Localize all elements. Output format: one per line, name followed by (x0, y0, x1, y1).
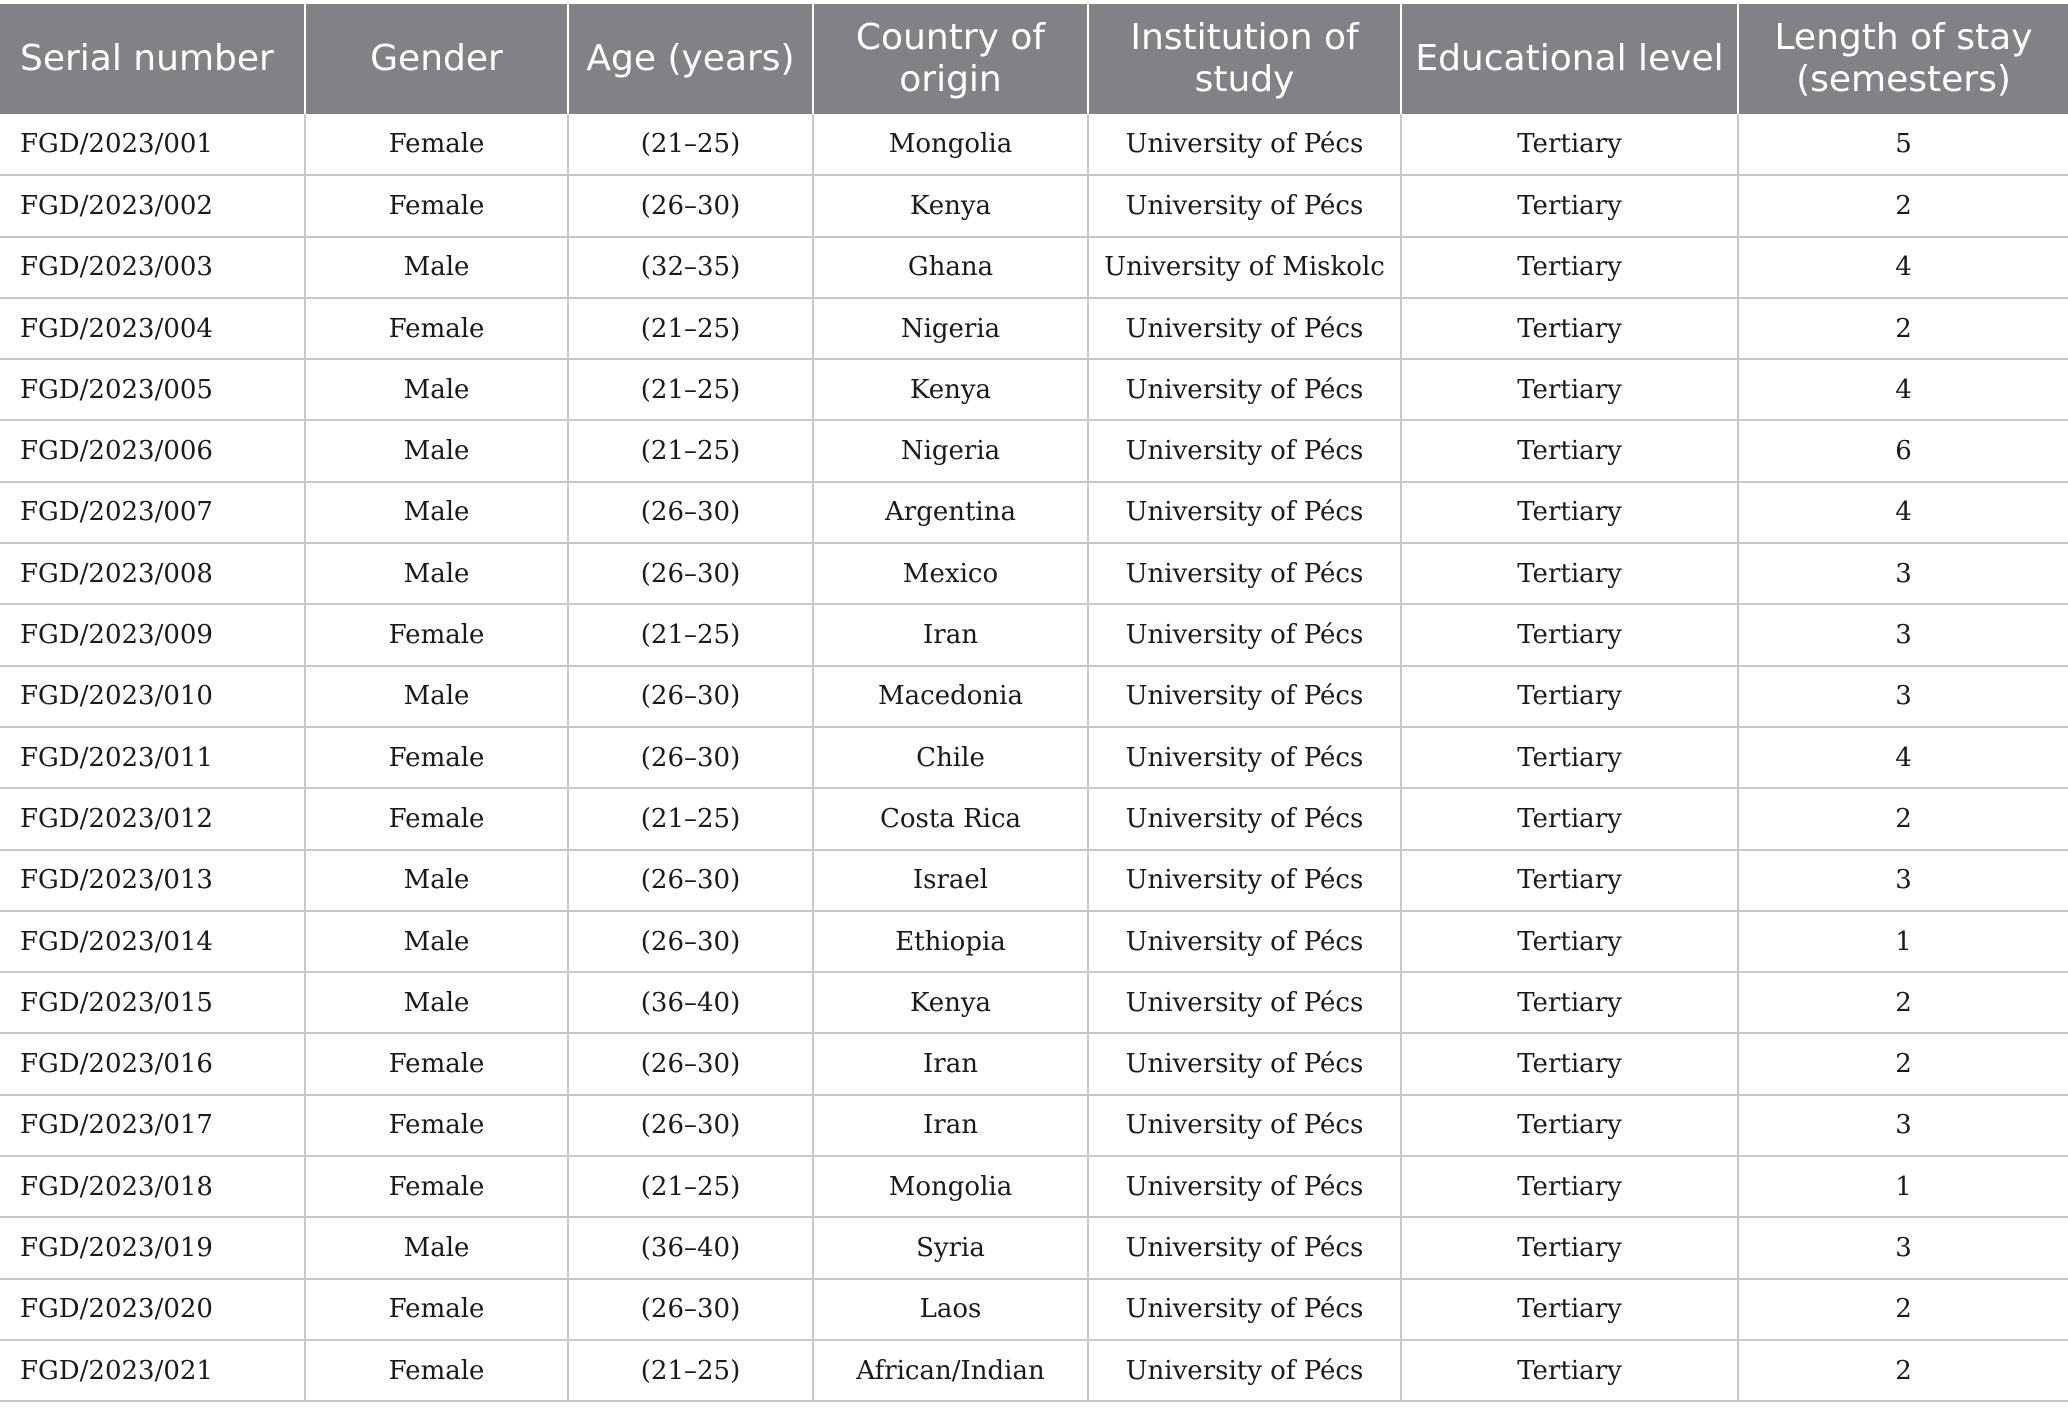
cell-institution: University of Pécs (1088, 420, 1401, 481)
table-row (0, 114, 2068, 175)
cell-age: (26–30) (568, 1279, 813, 1340)
table-row (0, 359, 2068, 420)
cell-institution: University of Pécs (1088, 114, 1401, 175)
cell-serial-number: FGD/2023/020 (0, 1279, 305, 1340)
cell-serial-number: FGD/2023/005 (0, 359, 305, 420)
table-row (0, 543, 2068, 604)
table-row (0, 1156, 2068, 1217)
table-header (0, 4, 2068, 114)
cell-education-level: Tertiary (1401, 911, 1738, 972)
cell-education-level: Tertiary (1401, 543, 1738, 604)
participant-table (0, 4, 2068, 1402)
cell-country: Ghana (813, 237, 1088, 298)
cell-education-level: Tertiary (1401, 1217, 1738, 1278)
cell-age: (21–25) (568, 298, 813, 359)
column-header-education-level: Educational level (1401, 4, 1738, 114)
cell-serial-number: FGD/2023/009 (0, 604, 305, 665)
cell-length-of-stay: 1 (1738, 1156, 2068, 1217)
column-header-age: Age (years) (568, 4, 813, 114)
cell-age: (26–30) (568, 666, 813, 727)
cell-institution: University of Pécs (1088, 482, 1401, 543)
cell-gender: Female (305, 788, 568, 849)
cell-serial-number: FGD/2023/014 (0, 911, 305, 972)
cell-serial-number: FGD/2023/012 (0, 788, 305, 849)
cell-length-of-stay: 2 (1738, 1279, 2068, 1340)
cell-gender: Female (305, 1095, 568, 1156)
cell-serial-number: FGD/2023/007 (0, 482, 305, 543)
cell-country: Iran (813, 1095, 1088, 1156)
cell-length-of-stay: 4 (1738, 359, 2068, 420)
cell-institution: University of Pécs (1088, 788, 1401, 849)
table-row (0, 1095, 2068, 1156)
cell-institution: University of Pécs (1088, 666, 1401, 727)
cell-education-level: Tertiary (1401, 114, 1738, 175)
cell-education-level: Tertiary (1401, 237, 1738, 298)
cell-country: Costa Rica (813, 788, 1088, 849)
cell-education-level: Tertiary (1401, 666, 1738, 727)
table-row (0, 1033, 2068, 1094)
cell-institution: University of Pécs (1088, 359, 1401, 420)
cell-education-level: Tertiary (1401, 1279, 1738, 1340)
cell-institution: University of Pécs (1088, 911, 1401, 972)
cell-age: (26–30) (568, 850, 813, 911)
cell-country: Mexico (813, 543, 1088, 604)
cell-length-of-stay: 3 (1738, 543, 2068, 604)
cell-country: Laos (813, 1279, 1088, 1340)
cell-age: (26–30) (568, 1095, 813, 1156)
cell-serial-number: FGD/2023/002 (0, 175, 305, 236)
cell-age: (26–30) (568, 543, 813, 604)
cell-education-level: Tertiary (1401, 359, 1738, 420)
column-header-length-of-stay: Length of stay (semesters) (1738, 4, 2068, 114)
table-row (0, 972, 2068, 1033)
column-header-country: Country of origin (813, 4, 1088, 114)
table-row (0, 727, 2068, 788)
cell-serial-number: FGD/2023/015 (0, 972, 305, 1033)
cell-length-of-stay: 2 (1738, 1033, 2068, 1094)
cell-country: Iran (813, 604, 1088, 665)
cell-institution: University of Pécs (1088, 1156, 1401, 1217)
cell-institution: University of Pécs (1088, 1217, 1401, 1278)
table-row (0, 298, 2068, 359)
cell-length-of-stay: 3 (1738, 666, 2068, 727)
cell-length-of-stay: 6 (1738, 420, 2068, 481)
cell-serial-number: FGD/2023/003 (0, 237, 305, 298)
cell-country: Chile (813, 727, 1088, 788)
cell-gender: Female (305, 175, 568, 236)
cell-length-of-stay: 5 (1738, 114, 2068, 175)
cell-gender: Male (305, 972, 568, 1033)
cell-age: (36–40) (568, 1217, 813, 1278)
table-row (0, 482, 2068, 543)
cell-education-level: Tertiary (1401, 727, 1738, 788)
cell-country: Nigeria (813, 420, 1088, 481)
cell-country: Syria (813, 1217, 1088, 1278)
cell-education-level: Tertiary (1401, 604, 1738, 665)
cell-serial-number: FGD/2023/019 (0, 1217, 305, 1278)
cell-education-level: Tertiary (1401, 850, 1738, 911)
cell-institution: University of Pécs (1088, 727, 1401, 788)
cell-serial-number: FGD/2023/006 (0, 420, 305, 481)
cell-serial-number: FGD/2023/013 (0, 850, 305, 911)
cell-institution: University of Pécs (1088, 1033, 1401, 1094)
cell-education-level: Tertiary (1401, 1095, 1738, 1156)
cell-education-level: Tertiary (1401, 298, 1738, 359)
cell-serial-number: FGD/2023/018 (0, 1156, 305, 1217)
cell-serial-number: FGD/2023/004 (0, 298, 305, 359)
cell-age: (26–30) (568, 1033, 813, 1094)
cell-country: Nigeria (813, 298, 1088, 359)
cell-serial-number: FGD/2023/010 (0, 666, 305, 727)
table-body (0, 114, 2068, 1401)
cell-length-of-stay: 2 (1738, 298, 2068, 359)
cell-gender: Female (305, 298, 568, 359)
cell-gender: Female (305, 604, 568, 665)
cell-gender: Female (305, 727, 568, 788)
cell-country: Israel (813, 850, 1088, 911)
cell-education-level: Tertiary (1401, 482, 1738, 543)
column-header-gender: Gender (305, 4, 568, 114)
column-header-institution: Institution of study (1088, 4, 1401, 114)
cell-institution: University of Pécs (1088, 1340, 1401, 1401)
table-row (0, 420, 2068, 481)
table-row (0, 1340, 2068, 1401)
cell-age: (26–30) (568, 482, 813, 543)
cell-length-of-stay: 4 (1738, 482, 2068, 543)
cell-gender: Female (305, 1033, 568, 1094)
cell-education-level: Tertiary (1401, 972, 1738, 1033)
cell-serial-number: FGD/2023/017 (0, 1095, 305, 1156)
cell-serial-number: FGD/2023/001 (0, 114, 305, 175)
cell-gender: Female (305, 1340, 568, 1401)
cell-length-of-stay: 4 (1738, 727, 2068, 788)
cell-gender: Male (305, 420, 568, 481)
cell-country: African/Indian (813, 1340, 1088, 1401)
table-row (0, 850, 2068, 911)
cell-institution: University of Pécs (1088, 175, 1401, 236)
cell-country: Kenya (813, 359, 1088, 420)
cell-institution: University of Pécs (1088, 1279, 1401, 1340)
cell-institution: University of Pécs (1088, 543, 1401, 604)
cell-gender: Male (305, 543, 568, 604)
cell-education-level: Tertiary (1401, 788, 1738, 849)
cell-age: (26–30) (568, 911, 813, 972)
cell-institution: University of Pécs (1088, 850, 1401, 911)
cell-gender: Female (305, 114, 568, 175)
cell-institution: University of Pécs (1088, 298, 1401, 359)
cell-gender: Male (305, 1217, 568, 1278)
cell-age: (21–25) (568, 114, 813, 175)
cell-length-of-stay: 3 (1738, 604, 2068, 665)
cell-institution: University of Miskolc (1088, 237, 1401, 298)
table-row (0, 237, 2068, 298)
cell-country: Kenya (813, 972, 1088, 1033)
cell-length-of-stay: 2 (1738, 788, 2068, 849)
cell-length-of-stay: 2 (1738, 175, 2068, 236)
header-row (0, 4, 2068, 114)
cell-serial-number: FGD/2023/008 (0, 543, 305, 604)
cell-age: (21–25) (568, 420, 813, 481)
cell-country: Ethiopia (813, 911, 1088, 972)
cell-age: (26–30) (568, 175, 813, 236)
cell-serial-number: FGD/2023/016 (0, 1033, 305, 1094)
table-row (0, 1279, 2068, 1340)
cell-country: Mongolia (813, 1156, 1088, 1217)
cell-length-of-stay: 3 (1738, 1095, 2068, 1156)
cell-length-of-stay: 4 (1738, 237, 2068, 298)
table-row (0, 666, 2068, 727)
cell-institution: University of Pécs (1088, 972, 1401, 1033)
cell-gender: Male (305, 850, 568, 911)
cell-age: (21–25) (568, 1340, 813, 1401)
cell-gender: Male (305, 359, 568, 420)
cell-country: Kenya (813, 175, 1088, 236)
table-row (0, 175, 2068, 236)
cell-age: (21–25) (568, 359, 813, 420)
cell-education-level: Tertiary (1401, 175, 1738, 236)
cell-gender: Male (305, 482, 568, 543)
cell-length-of-stay: 2 (1738, 972, 2068, 1033)
cell-length-of-stay: 2 (1738, 1340, 2068, 1401)
table-row (0, 911, 2068, 972)
cell-gender: Male (305, 666, 568, 727)
cell-age: (26–30) (568, 727, 813, 788)
cell-education-level: Tertiary (1401, 1340, 1738, 1401)
table-row (0, 1217, 2068, 1278)
cell-country: Iran (813, 1033, 1088, 1094)
cell-serial-number: FGD/2023/021 (0, 1340, 305, 1401)
cell-country: Mongolia (813, 114, 1088, 175)
cell-length-of-stay: 3 (1738, 1217, 2068, 1278)
cell-country: Macedonia (813, 666, 1088, 727)
cell-length-of-stay: 1 (1738, 911, 2068, 972)
column-header-serial-number: Serial number (0, 4, 305, 114)
cell-age: (36–40) (568, 972, 813, 1033)
cell-country: Argentina (813, 482, 1088, 543)
cell-institution: University of Pécs (1088, 604, 1401, 665)
cell-age: (32–35) (568, 237, 813, 298)
table-row (0, 788, 2068, 849)
cell-age: (21–25) (568, 604, 813, 665)
table-row (0, 604, 2068, 665)
cell-serial-number: FGD/2023/011 (0, 727, 305, 788)
cell-education-level: Tertiary (1401, 420, 1738, 481)
cell-gender: Female (305, 1156, 568, 1217)
cell-gender: Female (305, 1279, 568, 1340)
cell-length-of-stay: 3 (1738, 850, 2068, 911)
cell-age: (21–25) (568, 1156, 813, 1217)
cell-education-level: Tertiary (1401, 1156, 1738, 1217)
cell-gender: Male (305, 911, 568, 972)
cell-education-level: Tertiary (1401, 1033, 1738, 1094)
cell-age: (21–25) (568, 788, 813, 849)
cell-institution: University of Pécs (1088, 1095, 1401, 1156)
cell-gender: Male (305, 237, 568, 298)
